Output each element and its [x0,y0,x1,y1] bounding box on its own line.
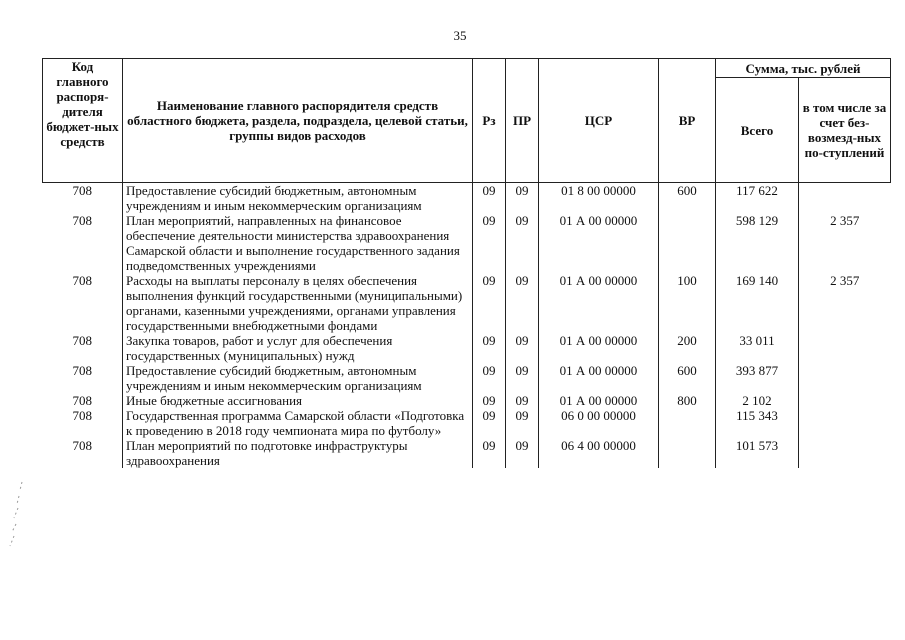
header-code: Код главного распоря-дителя бюджет-ных средств [43,59,123,183]
header-pr: ПР [506,59,539,183]
budget-table [42,58,891,468]
cell-rz: 09 [473,273,506,333]
cell-code: 708 [43,213,123,273]
cell-name: Предоставление субсидий бюджетным, автономным учреждениям и иным некоммерческим организациям [123,363,473,393]
cell-total: 115 343 [716,408,799,438]
cell-code: 708 [43,273,123,333]
cell-grant [799,363,891,393]
cell-name: Расходы на выплаты персоналу в целях обеспечения выполнения функций государственными (муниципальными) органами, казенными учреждениями, органами управления государственными внебюджетными фондами [123,273,473,333]
cell-rz: 09 [473,183,506,214]
page-number: 35 [453,28,467,43]
cell-grant [799,408,891,438]
table-body [43,183,891,469]
cell-vr: 200 [659,333,716,363]
cell-vr [659,408,716,438]
cell-pr: 09 [506,363,539,393]
cell-pr: 09 [506,393,539,408]
cell-total: 598 129 [716,213,799,273]
cell-code: 708 [43,438,123,468]
cell-vr: 800 [659,393,716,408]
cell-rz: 09 [473,408,506,438]
cell-name: Предоставление субсидий бюджетным, автономным учреждениям и иным некоммерческим организациям [123,183,473,214]
cell-vr: 100 [659,273,716,333]
cell-name: Иные бюджетные ассигнования [123,393,473,408]
cell-csr: 01 А 00 00000 [539,393,659,408]
cell-pr: 09 [506,408,539,438]
table-row [43,438,891,468]
cell-pr: 09 [506,438,539,468]
cell-rz: 09 [473,213,506,273]
cell-grant: 2 357 [799,273,891,333]
header-grant: в том числе за счет без-возмезд-ных по-ступлений [799,78,891,183]
cell-csr: 01 А 00 00000 [539,333,659,363]
cell-vr: 600 [659,183,716,214]
header-total: Всего [716,78,799,183]
table-row [43,213,891,273]
cell-code: 708 [43,393,123,408]
cell-grant [799,438,891,468]
cell-pr: 09 [506,273,539,333]
cell-name: Государственная программа Самарской области «Подготовка к проведению в 2018 году чемпионата мира по футболу» [123,408,473,438]
cell-code: 708 [43,363,123,393]
cell-total: 33 011 [716,333,799,363]
header-sum-group: Сумма, тыс. рублей [716,59,891,78]
cell-total: 393 877 [716,363,799,393]
table-row [43,393,891,408]
cell-code: 708 [43,183,123,214]
cell-total: 101 573 [716,438,799,468]
cell-grant [799,393,891,408]
cell-total: 169 140 [716,273,799,333]
table-row [43,333,891,363]
header-name: Наименование главного распорядителя средств областного бюджета, раздела, подраздела, целевой статьи, группы видов расходов [123,59,473,183]
table-row [43,408,891,438]
cell-grant [799,183,891,214]
cell-grant [799,333,891,363]
cell-total: 117 622 [716,183,799,214]
cell-pr: 09 [506,213,539,273]
cell-csr: 06 0 00 00000 [539,408,659,438]
cell-vr [659,438,716,468]
cell-csr: 01 8 00 00000 [539,183,659,214]
cell-code: 708 [43,408,123,438]
cell-name: План мероприятий по подготовке инфраструктуры здравоохранения [123,438,473,468]
table-row [43,273,891,333]
cell-csr: 01 А 00 00000 [539,363,659,393]
cell-rz: 09 [473,363,506,393]
header-csr: ЦСР [539,59,659,183]
header-rz: Рз [473,59,506,183]
cell-rz: 09 [473,333,506,363]
cell-csr: 06 4 00 00000 [539,438,659,468]
cell-name: Закупка товаров, работ и услуг для обеспечения государственных (муниципальных) нужд [123,333,473,363]
cell-vr [659,213,716,273]
cell-pr: 09 [506,333,539,363]
cell-vr: 600 [659,363,716,393]
cell-csr: 01 А 00 00000 [539,273,659,333]
cell-rz: 09 [473,393,506,408]
cell-csr: 01 А 00 00000 [539,213,659,273]
cell-pr: 09 [506,183,539,214]
cell-rz: 09 [473,438,506,468]
cell-code: 708 [43,333,123,363]
table-row [43,363,891,393]
cell-total: 2 102 [716,393,799,408]
header-vr: ВР [659,59,716,183]
table-row [43,183,891,214]
cell-grant: 2 357 [799,213,891,273]
scan-artifact [8,480,30,550]
cell-name: План мероприятий, направленных на финансовое обеспечение деятельности министерства здравоохранения Самарской области и выполнение государственного задания подведомственных учреждениями [123,213,473,273]
